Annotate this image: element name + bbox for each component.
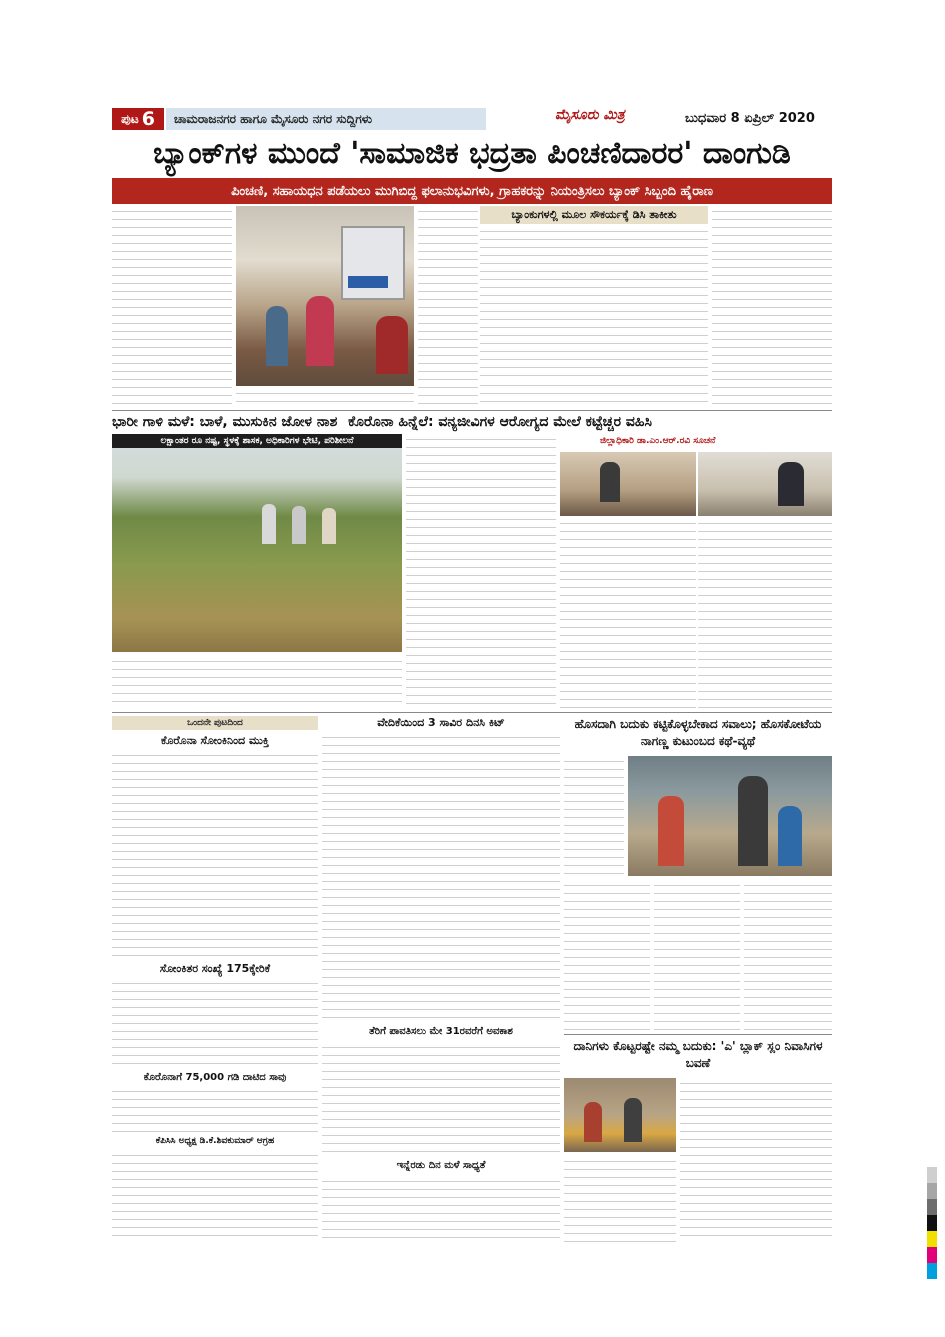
issue-date: ಬುಧವಾರ 8 ಏಪ್ರಿಲ್ 2020 bbox=[685, 111, 815, 126]
lead-headline: ಬ್ಯಾಂಕ್‌ಗಳ ಮುಂದೆ 'ಸಾಮಾಜಿಕ ಭದ್ರತಾ ಪಿಂಚಣಿದಾರರ' ದಾಂಗುಡಿ bbox=[153, 136, 791, 171]
slum-story-body-2 bbox=[680, 1078, 832, 1242]
continued-item1-head: ಕೊರೊನಾ ಸೋಂಕಿನಿಂದ ಮುಕ್ತಿ bbox=[161, 734, 269, 747]
lead-body-col5 bbox=[712, 206, 832, 408]
rain-body bbox=[322, 1176, 560, 1242]
lead-body-col3 bbox=[418, 206, 478, 408]
rain-headline: ಇನ್ನೆರಡು ದಿನ ಮಳೆ ಸಾಧ್ಯತೆ bbox=[396, 1160, 486, 1171]
kits-headline: ವೇದಿಕೆಯಿಂದ 3 ಸಾವಿರ ದಿನಸಿ ಕಿಟ್ bbox=[377, 716, 505, 729]
divider bbox=[564, 1034, 832, 1035]
divider bbox=[112, 410, 832, 411]
continued-box-head: ಒಂದನೇ ಪುಟದಿಂದ bbox=[112, 716, 318, 730]
newspaper-name: ಮೈಸೂರು ಮಿತ್ರ bbox=[555, 107, 625, 123]
page-number-badge bbox=[112, 108, 164, 130]
lead-body-col1 bbox=[112, 206, 232, 408]
section-title: ಚಾಮರಾಜನಗರ ಹಾಗೂ ಮೈಸೂರು ನಗರ ಸುದ್ದಿಗಳು bbox=[166, 108, 486, 130]
slum-photo bbox=[564, 1078, 676, 1152]
family-story-body-3 bbox=[654, 880, 740, 1030]
family-story-headline: ಹೊಸದಾಗಿ ಬದುಕು ಕಟ್ಟಿಕೊಳ್ಳಬೇಕಾದ ಸವಾಲು; ಹೊಸಕೋಟೆಯ ನಾಗಣ್ಣ ಕುಟುಂಬದ ಕಥೆ-ವ್ಯಥೆ bbox=[574, 717, 822, 748]
family-story-body-1 bbox=[564, 756, 624, 876]
wildlife-body-2 bbox=[698, 518, 832, 708]
side-story-body bbox=[480, 226, 708, 378]
continued-item2-body bbox=[112, 978, 318, 1068]
continued-item3-head: ಕೊರೊನಾಗೆ 75,000 ಗಡಿ ದಾಟಿದ ಸಾವು bbox=[143, 1072, 287, 1083]
continued-item1-body bbox=[112, 750, 318, 958]
tax-headline: ತೆರಿಗೆ ಪಾವತಿಸಲು ಮೇ 31ರವರೆಗೆ ಅವಕಾಶ bbox=[369, 1026, 513, 1037]
print-color-strip bbox=[927, 1167, 937, 1295]
wildlife-body-1 bbox=[560, 518, 696, 708]
lead-body-col2 bbox=[236, 388, 414, 408]
photo-caption: ಲಕ್ಷಾಂತರ ರೂ ನಷ್ಟ, ಸ್ಥಳಕ್ಕೆ ಶಾಸಕ, ಅಧಿಕಾರಿಗಳ ಭೇಟಿ, ಪರಿಶೀಲನೆ bbox=[112, 434, 402, 448]
crop-damage-photo bbox=[112, 434, 402, 652]
page-label: ಪುಟ bbox=[121, 111, 139, 126]
story2-body-middle bbox=[406, 434, 556, 708]
continued-item4-body bbox=[112, 1150, 318, 1242]
divider bbox=[112, 712, 832, 713]
family-photo bbox=[628, 756, 832, 876]
slum-story-body-1 bbox=[564, 1156, 676, 1242]
kits-body bbox=[322, 732, 560, 1024]
family-story-body-2 bbox=[564, 880, 650, 1030]
storm-headline: ಭಾರೀ ಗಾಳಿ ಮಳೆ: ಬಾಳೆ, ಮುಸುಕಿನ ಜೋಳ ನಾಶ bbox=[112, 414, 338, 430]
meeting-photo-1 bbox=[560, 452, 696, 516]
continued-item3-body bbox=[112, 1086, 318, 1134]
tax-body bbox=[322, 1042, 560, 1158]
bank-queue-photo bbox=[236, 206, 414, 386]
wildlife-headline: ಕೊರೊನಾ ಹಿನ್ನೆಲೆ: ವನ್ಯಜೀವಿಗಳ ಆರೋಗ್ಯದ ಮೇಲೆ ಕಟ್ಟೆಚ್ಚರ ವಹಿಸಿ bbox=[348, 414, 652, 430]
lead-subheadline: ಪಿಂಚಣಿ, ಸಹಾಯಧನ ಪಡೆಯಲು ಮುಗಿಬಿದ್ದ ಫಲಾನುಭವಿಗಳು, ಗ್ರಾಹಕರನ್ನು ನಿಯಂತ್ರಿಸಲು ಬ್ಯಾಂಕ್ ಸಿಬ್ಬಂದಿ ಹೈರಾಣ bbox=[112, 178, 832, 204]
slum-story-headline: ದಾನಿಗಳು ಕೊಟ್ಟರಷ್ಟೇ ನಮ್ಮ ಬದುಕು: 'ಎ' ಬ್ಲಾಕ್ ಸ್ಲಂ ನಿವಾಸಿಗಳ ಬವಣೆ bbox=[573, 1039, 823, 1070]
meeting-photo-2 bbox=[698, 452, 832, 516]
continued-item2-head: ಸೋಂಕಿತರ ಸಂಖ್ಯೆ 175ಕ್ಕೇರಿಕೆ bbox=[159, 962, 271, 975]
continued-item4-head: ಕೆಪಿಸಿಸಿ ಅಧ್ಯಕ್ಷ ಡಿ.ಕೆ.ಶಿವಕುಮಾರ್ ಆಗ್ರಹ bbox=[155, 1136, 275, 1146]
family-story-body-4 bbox=[744, 880, 832, 1030]
story2-body-left bbox=[112, 656, 402, 708]
wildlife-kicker: ಜಿಲ್ಲಾಧಿಕಾರಿ ಡಾ.ಎಂ.ಆರ್.ರವಿ ಸೂಚನೆ bbox=[600, 436, 716, 446]
lead-body-col4 bbox=[480, 380, 708, 408]
side-story-headline: ಬ್ಯಾಂಕುಗಳಲ್ಲಿ ಮೂಲ ಸೌಕರ್ಯಕ್ಕೆ ಡಿಸಿ ತಾಕೀತು bbox=[480, 206, 708, 224]
story2-headline bbox=[112, 414, 832, 430]
page-number: 6 bbox=[141, 108, 155, 130]
